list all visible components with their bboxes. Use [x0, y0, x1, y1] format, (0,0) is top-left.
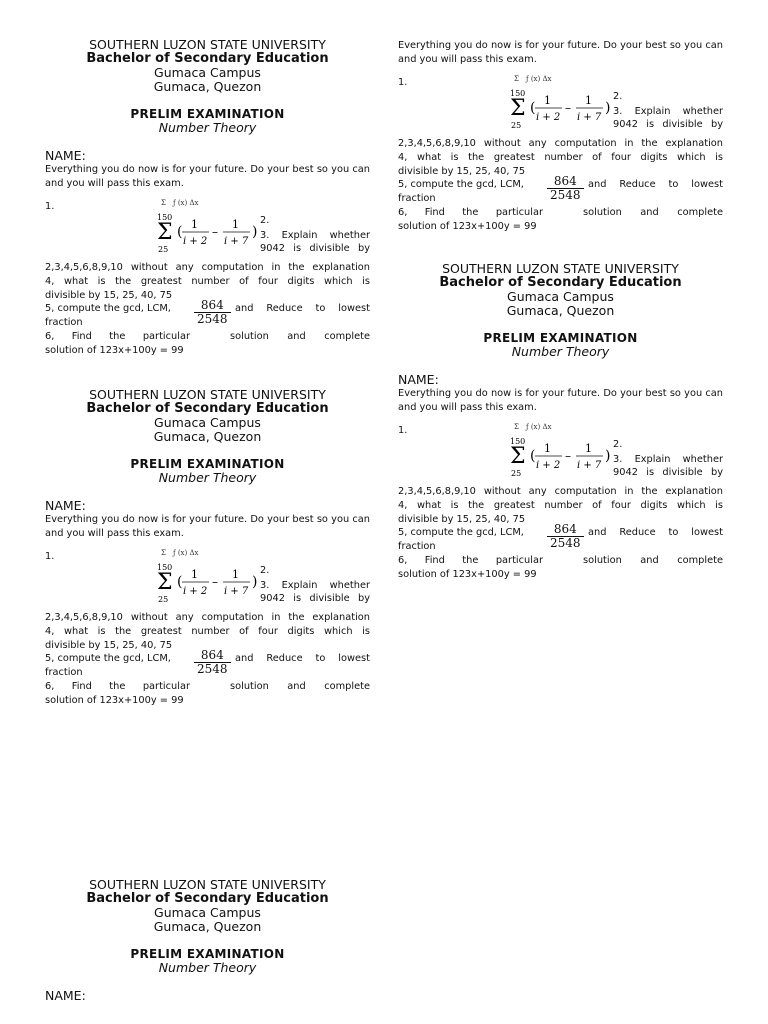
question-1	[398, 77, 723, 137]
svg-text:(: (	[177, 574, 183, 590]
svg-text:(: (	[177, 224, 183, 240]
summation-expression	[155, 546, 263, 614]
question-6	[45, 331, 370, 359]
svg-text:Σ: Σ	[161, 549, 166, 557]
question-4-line-a: 4, what is the greatest number of four digits which is	[398, 500, 723, 511]
question-2-number: 2.	[260, 215, 270, 226]
question-5-fraction-denominator: 2548	[550, 536, 581, 550]
fraction-2-denominator: i + 7	[224, 586, 249, 597]
question-5-fraction-numerator: 864	[547, 523, 584, 537]
exam-title: PRELIM EXAMINATION	[483, 331, 638, 345]
svg-text:(: (	[530, 448, 536, 464]
question-5-fraction-numerator: 864	[194, 299, 231, 313]
svg-text:): )	[252, 574, 258, 590]
question-6-text-c: solution of 123x+100y = 99	[45, 695, 184, 706]
exam-subject: Number Theory	[158, 960, 257, 975]
question-3-line-c: 2,3,4,5,6,8,9,10 without any computation in the explanation	[398, 486, 723, 497]
svg-text:ƒ (x) Δx: ƒ (x) Δx	[526, 423, 552, 431]
question-5-text-b: and Reduce to lowest	[235, 303, 370, 314]
svg-text:–: –	[565, 101, 571, 115]
fraction-1-numerator: 1	[544, 94, 551, 107]
fraction-1-denominator: i + 2	[536, 460, 561, 471]
question-5-fraction	[547, 175, 584, 202]
question-6	[398, 207, 723, 235]
fraction-2-denominator: i + 7	[577, 112, 602, 123]
fraction-1-denominator: i + 2	[183, 236, 208, 247]
question-1	[398, 425, 723, 485]
question-3-line-c: 2,3,4,5,6,8,9,10 without any computation in the explanation	[398, 138, 723, 149]
exam-motto: Everything you do now is for your future. Do your best so you can and you will pass this exam.	[45, 164, 370, 189]
exam-subject: Number Theory	[511, 344, 610, 359]
sum-lower-limit: 25	[511, 121, 522, 130]
question-5-text-b: and Reduce to lowest	[588, 179, 723, 190]
campus-location: Gumaca, Quezon	[153, 919, 262, 934]
svg-text:ƒ (x) Δx: ƒ (x) Δx	[526, 75, 552, 83]
question-3-line-a: 3. Explain whether	[260, 580, 370, 591]
university-name: SOUTHERN LUZON STATE UNIVERSITY	[442, 261, 679, 276]
question-1	[45, 201, 370, 261]
question-5-text-b: and Reduce to lowest	[235, 653, 370, 664]
university-name: SOUTHERN LUZON STATE UNIVERSITY	[89, 37, 326, 52]
question-5-text-a: 5, compute the gcd, LCM,	[45, 653, 171, 664]
question-5-text-c: fraction	[45, 667, 83, 678]
question-4-line-a: 4, what is the greatest number of four digits which is	[398, 152, 723, 163]
fraction-1-numerator: 1	[191, 218, 198, 231]
summation-expression	[508, 420, 616, 488]
sum-upper-limit: 150	[510, 89, 526, 98]
question-6-text-b: solution and complete	[583, 555, 723, 566]
question-6-text-b: solution and complete	[583, 207, 723, 218]
svg-text:Σ: Σ	[161, 199, 166, 207]
exam-motto: Everything you do now is for your future. Do your best so you can and you will pass this exam.	[45, 514, 370, 539]
question-3-line-a: 3. Explain whether	[260, 230, 370, 241]
question-6	[45, 681, 370, 709]
fraction-2-numerator: 1	[585, 94, 592, 107]
campus-location: Gumaca, Quezon	[153, 79, 262, 94]
question-5-text-a: 5, compute the gcd, LCM,	[398, 527, 524, 538]
question-4-line-b: divisible by 15, 25, 40, 75	[45, 640, 173, 651]
svg-text:–: –	[565, 449, 571, 463]
exam-copy-3	[45, 878, 370, 1003]
svg-text:Σ: Σ	[514, 423, 519, 431]
question-6-text-c: solution of 123x+100y = 99	[398, 569, 537, 580]
garbled-symbol-icon	[514, 423, 552, 431]
campus-location: Gumaca, Quezon	[506, 303, 615, 318]
svg-text:Σ: Σ	[514, 75, 519, 83]
question-3-line-a: 3. Explain whether	[613, 454, 723, 465]
question-5-fraction-numerator: 864	[547, 175, 584, 189]
question-5-text-c: fraction	[45, 317, 83, 328]
question-4-line-a: 4, what is the greatest number of four digits which is	[45, 626, 370, 637]
program-name: Bachelor of Secondary Education	[439, 275, 682, 290]
exam-motto: Everything you do now is for your future. Do your best so you can and you will pass this exam.	[398, 40, 723, 65]
svg-text:–: –	[212, 575, 218, 589]
question-6	[398, 555, 723, 583]
question-3-line-c: 2,3,4,5,6,8,9,10 without any computation in the explanation	[45, 262, 370, 273]
question-5-fraction-numerator: 864	[194, 649, 231, 663]
question-6-text-a: 6, Find the particular	[45, 681, 190, 692]
garbled-symbol-icon	[514, 75, 552, 83]
university-name: SOUTHERN LUZON STATE UNIVERSITY	[89, 387, 326, 402]
summation-expression	[155, 196, 263, 264]
sigma-icon: Σ	[510, 444, 526, 469]
sum-lower-limit: 25	[158, 595, 169, 604]
fraction-2-numerator: 1	[232, 218, 239, 231]
exam-header	[45, 38, 370, 94]
fraction-1-numerator: 1	[191, 568, 198, 581]
exam-title: PRELIM EXAMINATION	[130, 107, 285, 121]
question-1	[45, 551, 370, 611]
question-6-text-a: 6, Find the particular	[45, 331, 190, 342]
garbled-symbol-icon	[161, 199, 199, 207]
svg-text:): )	[605, 448, 611, 464]
question-5-text-c: fraction	[398, 193, 436, 204]
question-5	[398, 522, 723, 555]
question-3-line-a: 3. Explain whether	[613, 106, 723, 117]
campus-name: Gumaca Campus	[507, 289, 614, 304]
question-6-text-b: solution and complete	[230, 331, 370, 342]
sum-upper-limit: 150	[157, 213, 173, 222]
svg-text:(: (	[530, 100, 536, 116]
exam-copy-2	[45, 388, 370, 709]
question-5-text-c: fraction	[398, 541, 436, 552]
question-2-number: 2.	[613, 91, 623, 102]
exam-header	[45, 388, 370, 444]
exam-header	[398, 262, 723, 318]
sum-lower-limit: 25	[158, 245, 169, 254]
campus-name: Gumaca Campus	[154, 65, 261, 80]
name-label: NAME:	[45, 988, 86, 1003]
exam-header	[45, 878, 370, 934]
svg-text:ƒ (x) Δx: ƒ (x) Δx	[173, 549, 199, 557]
question-1-number: 1.	[398, 77, 408, 88]
program-name: Bachelor of Secondary Education	[86, 891, 329, 906]
campus-location: Gumaca, Quezon	[153, 429, 262, 444]
question-5-fraction	[194, 649, 231, 676]
question-4-line-b: divisible by 15, 25, 40, 75	[398, 514, 526, 525]
program-name: Bachelor of Secondary Education	[86, 51, 329, 66]
exam-title: PRELIM EXAMINATION	[130, 457, 285, 471]
question-3-line-b: 9042 is divisible by	[260, 593, 370, 604]
sum-upper-limit: 150	[510, 437, 526, 446]
fraction-2-numerator: 1	[585, 442, 592, 455]
question-5	[45, 298, 370, 331]
question-1-number: 1.	[398, 425, 408, 436]
question-6-text-a: 6, Find the particular	[398, 555, 543, 566]
question-3-line-b: 9042 is divisible by	[613, 119, 723, 130]
fraction-2-denominator: i + 7	[224, 236, 249, 247]
campus-name: Gumaca Campus	[154, 905, 261, 920]
question-3-line-c: 2,3,4,5,6,8,9,10 without any computation in the explanation	[45, 612, 370, 623]
university-name: SOUTHERN LUZON STATE UNIVERSITY	[89, 877, 326, 892]
campus-name: Gumaca Campus	[154, 415, 261, 430]
sum-upper-limit: 150	[157, 563, 173, 572]
question-2-number: 2.	[260, 565, 270, 576]
question-4-line-b: divisible by 15, 25, 40, 75	[45, 290, 173, 301]
question-2-number: 2.	[613, 439, 623, 450]
question-6-text-a: 6, Find the particular	[398, 207, 543, 218]
sigma-icon: Σ	[157, 220, 173, 245]
exam-subject: Number Theory	[158, 470, 257, 485]
question-1-number: 1.	[45, 551, 55, 562]
summation-expression	[508, 72, 616, 140]
name-label: NAME:	[45, 498, 86, 513]
name-label: NAME:	[398, 372, 439, 387]
question-4-line-a: 4, what is the greatest number of four digits which is	[45, 276, 370, 287]
question-1-number: 1.	[45, 201, 55, 212]
svg-text:): )	[605, 100, 611, 116]
question-5-fraction-denominator: 2548	[197, 662, 228, 676]
garbled-symbol-icon	[161, 549, 199, 557]
question-5-text-b: and Reduce to lowest	[588, 527, 723, 538]
question-5	[398, 174, 723, 207]
question-5-text-a: 5, compute the gcd, LCM,	[398, 179, 524, 190]
question-3-line-b: 9042 is divisible by	[613, 467, 723, 478]
exam-subject: Number Theory	[158, 120, 257, 135]
svg-text:ƒ (x) Δx: ƒ (x) Δx	[173, 199, 199, 207]
fraction-1-denominator: i + 2	[536, 112, 561, 123]
fraction-2-numerator: 1	[232, 568, 239, 581]
exam-title: PRELIM EXAMINATION	[130, 947, 285, 961]
question-5-fraction	[547, 523, 584, 550]
exam-copy-5	[398, 262, 723, 583]
question-5-fraction-denominator: 2548	[197, 312, 228, 326]
fraction-2-denominator: i + 7	[577, 460, 602, 471]
question-6-text-c: solution of 123x+100y = 99	[45, 345, 184, 356]
svg-text:): )	[252, 224, 258, 240]
exam-copy-4	[398, 39, 723, 235]
question-6-text-c: solution of 123x+100y = 99	[398, 221, 537, 232]
sum-lower-limit: 25	[511, 469, 522, 478]
fraction-1-denominator: i + 2	[183, 586, 208, 597]
question-5-fraction	[194, 299, 231, 326]
fraction-1-numerator: 1	[544, 442, 551, 455]
question-3-line-b: 9042 is divisible by	[260, 243, 370, 254]
question-5-text-a: 5, compute the gcd, LCM,	[45, 303, 171, 314]
question-5	[45, 648, 370, 681]
exam-motto: Everything you do now is for your future. Do your best so you can and you will pass this exam.	[398, 388, 723, 413]
question-6-text-b: solution and complete	[230, 681, 370, 692]
question-4-line-b: divisible by 15, 25, 40, 75	[398, 166, 526, 177]
name-label: NAME:	[45, 148, 86, 163]
sigma-icon: Σ	[510, 96, 526, 121]
program-name: Bachelor of Secondary Education	[86, 401, 329, 416]
sigma-icon: Σ	[157, 570, 173, 595]
question-5-fraction-denominator: 2548	[550, 188, 581, 202]
exam-copy-1	[45, 38, 370, 359]
svg-text:–: –	[212, 225, 218, 239]
